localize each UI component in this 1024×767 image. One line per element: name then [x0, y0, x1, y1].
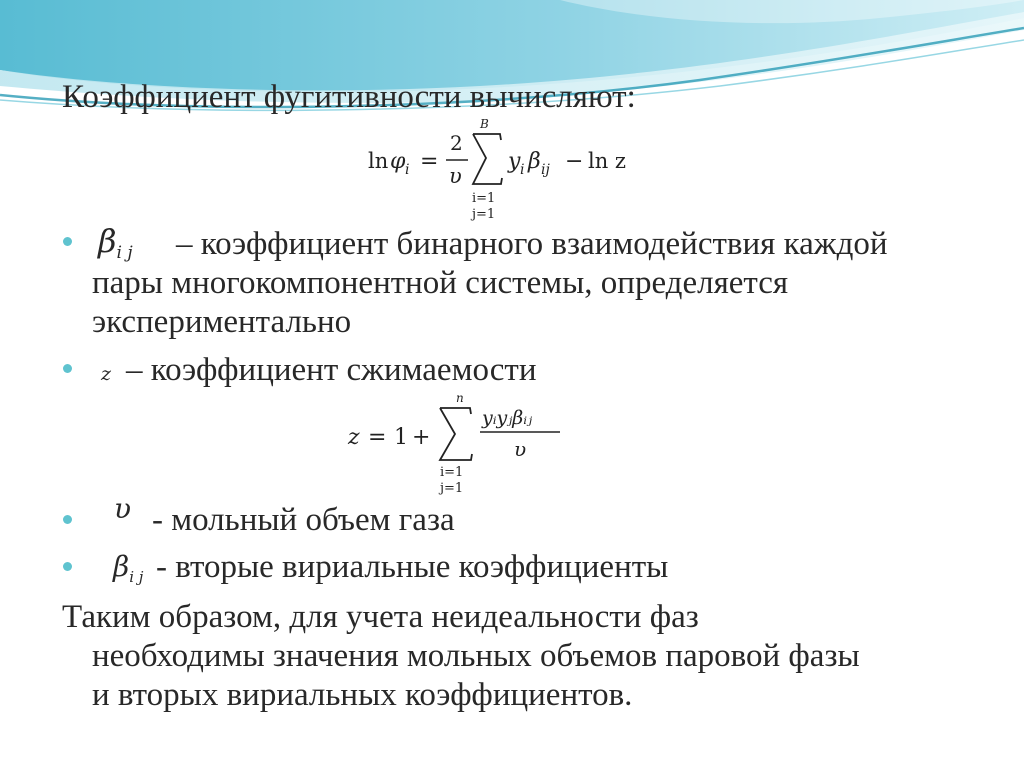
svg-text:i: i: [405, 162, 410, 178]
symbol-beta-ij: βi j: [98, 222, 133, 263]
svg-text:i=1: i=1: [440, 465, 464, 480]
formula-fugacity-coefficient: [360, 108, 660, 226]
svg-text:ln: ln: [368, 149, 389, 173]
svg-text:ln z: ln z: [588, 149, 626, 173]
bullet-dot: [63, 364, 72, 373]
bullet-1-line-3: экспериментально: [92, 304, 352, 340]
svg-text:+: +: [412, 425, 431, 450]
bullet-dot: [63, 515, 72, 524]
symbol-upsilon: υ: [114, 492, 132, 525]
conclusion-line-2: необходимы значения мольных объемов паровой фазы: [92, 638, 860, 674]
heading-fugacity: Коэффициент фугитивности вычисляют:: [62, 79, 636, 115]
formula-compressibility: [340, 390, 580, 500]
conclusion-line-3: и вторых вириальных коэффициентов.: [92, 677, 633, 713]
svg-text:B: B: [480, 117, 489, 131]
symbol-beta-ij-2: βi j: [113, 550, 144, 586]
svg-text:y: y: [508, 149, 521, 174]
svg-text:n: n: [456, 391, 464, 405]
svg-text:2: 2: [450, 131, 463, 155]
svg-text:ij: ij: [541, 162, 550, 178]
bullet-dot: [63, 562, 72, 571]
svg-text:−: −: [565, 149, 584, 174]
bullet-1-line-2: пары многокомпонентной системы, определяется: [92, 265, 789, 301]
svg-text:z: z: [348, 425, 360, 450]
svg-text:φ: φ: [390, 149, 406, 174]
bullet-1-line-1: – коэффициент бинарного взаимодействия каждой: [176, 226, 888, 262]
svg-text:i: i: [520, 162, 525, 178]
svg-text:1: 1: [394, 425, 408, 450]
svg-text:yᵢyⱼβᵢⱼ: yᵢyⱼβᵢⱼ: [482, 407, 533, 429]
svg-text:=: =: [420, 149, 439, 174]
symbol-z: z: [101, 363, 112, 385]
svg-text:υ: υ: [514, 437, 527, 461]
bullet-4-line-1: - вторые вириальные коэффициенты: [156, 549, 669, 585]
bullet-dot: [63, 237, 72, 246]
svg-text:i=1: i=1: [472, 191, 496, 206]
svg-text:j=1: j=1: [440, 481, 464, 496]
svg-text:υ: υ: [449, 164, 462, 188]
conclusion-line-1: Таким образом, для учета неидеальности фаз: [62, 599, 699, 635]
bullet-3-line-1: - мольный объем газа: [152, 502, 455, 538]
svg-text:β: β: [528, 149, 541, 174]
svg-text:j=1: j=1: [472, 207, 496, 222]
svg-text:=: =: [368, 425, 387, 450]
bullet-2-line-1: – коэффициент сжимаемости: [126, 352, 537, 388]
